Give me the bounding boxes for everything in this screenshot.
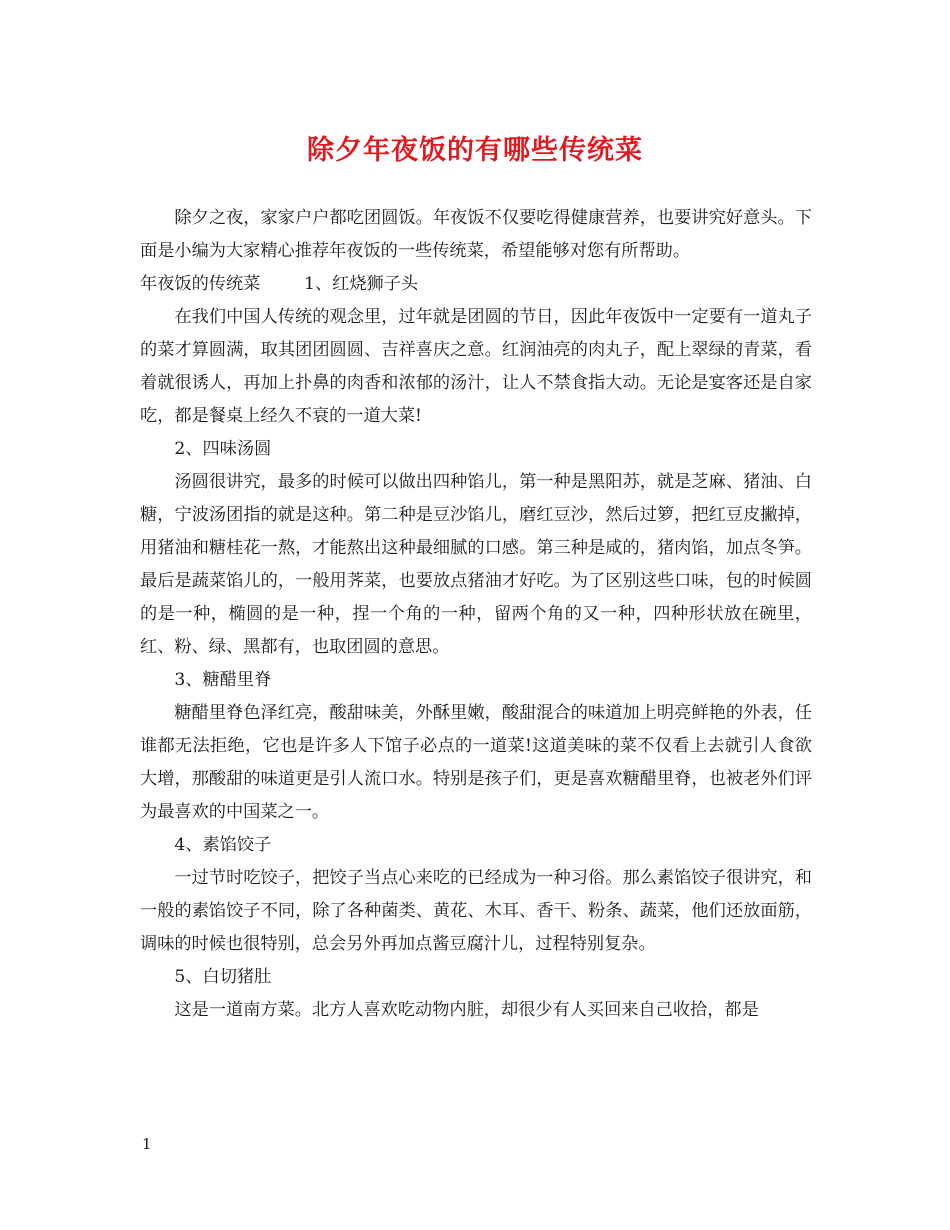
section-1-paragraph: 在我们中国人传统的观念里，过年就是团圆的节日，因此年夜饭中一定要有一道丸子的菜才算圆满，取其团团圆圆、吉祥喜庆之意。红润油亮的肉丸子，配上翠绿的青菜，看着就很诱人，再加上扑鼻的肉香和浓郁的汤汁，让人不禁食指大动。无论是宴客还是自家吃，都是餐桌上经久不衰的一道大菜!: [140, 307, 812, 426]
document-title: 除夕年夜饭的有哪些传统菜: [307, 135, 643, 166]
document-body: [140, 202, 812, 1027]
intro-paragraph: 除夕之夜，家家户户都吃团圆饭。年夜饭不仅要吃得健康营养，也要讲究好意头。下面是小编为大家精心推荐年夜饭的一些传统菜，希望能够对您有所帮助。: [140, 208, 812, 261]
traditional-dishes-heading: [140, 268, 812, 301]
section-3-paragraph: 糖醋里脊色泽红亮，酸甜味美，外酥里嫩，酸甜混合的味道加上明亮鲜艳的外表，任谁都无法拒绝，它也是许多人下馆子必点的一道菜!这道美味的菜不仅看上去就引人食欲大增，那酸甜的味道更是引人流口水。特别是孩子们，更是喜欢糖醋里脊，也被老外们评为最喜欢的中国菜之一。: [140, 703, 812, 822]
section-2-title: 2、四味汤圆: [174, 439, 272, 459]
section-3-title: 3、糖醋里脊: [174, 670, 272, 690]
section-1-title: 1、红烧狮子头: [304, 274, 419, 294]
page-number: 1: [142, 1135, 152, 1153]
section-5-paragraph: 这是一道南方菜。北方人喜欢吃动物内脏，却很少有人买回来自己收拾，都是: [174, 1000, 759, 1020]
section-4-title: 4、素馅饺子: [174, 835, 272, 855]
section-4-paragraph: 一过节时吃饺子，把饺子当点心来吃的已经成为一种习俗。那么素馅饺子很讲究，和一般的素馅饺子不同，除了各种菌类、黄花、木耳、香干、粉条、蔬菜，他们还放面筋，调味的时候也很特别，总会另外再加点酱豆腐汁儿，过程特别复杂。: [140, 868, 812, 954]
section-2-paragraph: 汤圆很讲究，最多的时候可以做出四种馅儿，第一种是黑阳苏，就是芝麻、猪油、白糖，宁波汤团指的就是这种。第二种是豆沙馅儿，磨红豆沙，然后过箩，把红豆皮撇掉，用猪油和糖桂花一熬，才能熬出这种最细腻的口感。第三种是咸的，猪肉馅，加点冬笋。最后是蔬菜馅儿的，一般用荠菜，也要放点猪油才好吃。为了区别这些口味，包的时候圆的是一种，椭圆的是一种，捏一个角的一种，留两个角的又一种，四种形状放在碗里，红、粉、绿、黑都有，也取团圆的意思。: [140, 472, 812, 657]
heading-label: 年夜饭的传统菜: [140, 274, 261, 294]
section-5-title: 5、白切猪肚: [174, 967, 272, 987]
